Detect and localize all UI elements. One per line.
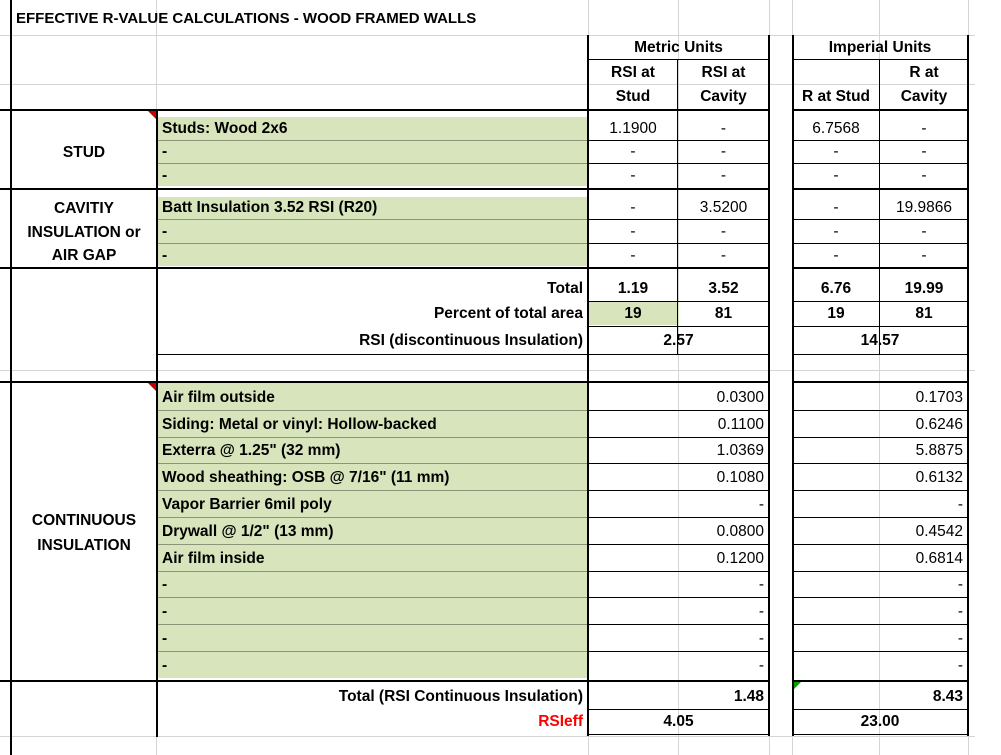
border (0, 109, 769, 111)
continuous-row-name[interactable]: Exterra @ 1.25" (32 mm) (162, 442, 341, 459)
rsieff-label: RSIeff (538, 713, 583, 730)
border (792, 109, 968, 111)
border (792, 354, 968, 355)
total-label: Total (547, 280, 583, 297)
cavity-rsi-stud[interactable]: - (630, 222, 636, 240)
continuous-row-name[interactable]: Drywall @ 1/2" (13 mm) (162, 522, 334, 540)
percent-cavity-imperial[interactable]: 81 (915, 305, 933, 322)
cavity-row-name[interactable]: - (162, 222, 168, 240)
stud-r-cavity[interactable]: - (921, 143, 927, 160)
continuous-row-metric[interactable]: 0.1200 (716, 549, 764, 567)
stud-section-label: STUD (62, 144, 106, 161)
stud-rsi-stud[interactable]: 1.1900 (609, 119, 657, 137)
continuous-row-imperial[interactable]: - (957, 495, 963, 513)
continuous-row-metric[interactable]: - (758, 656, 764, 674)
cavity-r-stud[interactable]: - (833, 199, 839, 216)
continuous-section-label: INSULATION (37, 537, 131, 554)
continuous-row-metric[interactable]: - (758, 629, 764, 647)
continuous-row-name[interactable]: - (162, 629, 168, 647)
cavity-section-label: CAVITIY (54, 199, 114, 217)
rsieff-metric[interactable]: 4.05 (663, 713, 694, 730)
continuous-row-imperial[interactable]: - (957, 656, 963, 674)
continuous-row-metric[interactable]: - (758, 495, 764, 513)
continuous-row-metric[interactable]: 0.1100 (717, 415, 764, 433)
percent-stud-imperial[interactable]: 19 (827, 305, 845, 322)
gridline (0, 370, 975, 371)
percent-stud-metric[interactable]: 19 (624, 305, 642, 322)
border (792, 734, 968, 735)
comment-marker-icon[interactable] (148, 111, 156, 119)
stud-row-name[interactable]: - (162, 143, 168, 160)
rsi-at-cavity-header: RSI at (701, 63, 746, 81)
cavity-row-name[interactable]: Batt Insulation 3.52 RSI (R20) (162, 199, 378, 216)
continuous-row-name[interactable]: Air film inside (162, 549, 265, 567)
r-at-cavity-header: Cavity (900, 88, 948, 105)
cavity-r-stud[interactable]: - (833, 246, 839, 264)
border (792, 381, 968, 383)
percent-cavity-metric[interactable]: 81 (714, 305, 733, 322)
continuous-row-name[interactable]: Siding: Metal or vinyl: Hollow-backed (162, 415, 437, 433)
stud-rsi-cavity[interactable]: - (720, 143, 727, 160)
cavity-row-name[interactable]: - (162, 246, 168, 264)
continuous-row-metric[interactable]: 0.0800 (716, 522, 764, 540)
stud-r-stud[interactable]: - (833, 143, 839, 160)
total-r-cavity[interactable]: 19.99 (904, 280, 944, 297)
cavity-rsi-cavity[interactable]: - (720, 246, 727, 264)
stud-r-cavity[interactable]: - (921, 167, 927, 184)
continuous-row-name[interactable]: - (162, 656, 168, 674)
border (0, 381, 769, 383)
cavity-r-cavity[interactable]: - (921, 246, 927, 264)
cavity-r-stud[interactable]: - (833, 222, 839, 240)
total-continuous-label: Total (RSI Continuous Insulation) (338, 687, 583, 705)
rsi-at-stud-header: Stud (615, 88, 651, 105)
continuous-row-imperial[interactable]: 0.1703 (915, 388, 963, 406)
stud-r-stud[interactable]: 6.7568 (812, 119, 860, 137)
percent-area-label: Percent of total area (433, 305, 583, 322)
cavity-r-cavity[interactable]: - (921, 222, 927, 240)
cavity-rsi-stud[interactable]: - (630, 199, 636, 216)
stud-rsi-stud[interactable]: - (630, 143, 636, 160)
total-r-stud[interactable]: 6.76 (820, 280, 852, 297)
border (0, 188, 769, 190)
stud-rsi-stud[interactable]: - (630, 167, 636, 184)
continuous-row-name[interactable]: Air film outside (162, 388, 275, 406)
comment-marker-icon[interactable] (148, 383, 156, 391)
cavity-rsi-cavity[interactable]: 3.5200 (699, 199, 748, 216)
r-at-stud-header: R at Stud (801, 88, 871, 105)
gridline (0, 736, 975, 737)
continuous-row-metric[interactable]: 1.0369 (716, 442, 764, 459)
stud-row-name[interactable]: Studs: Wood 2x6 (162, 119, 288, 137)
border (792, 188, 968, 190)
rsi-discontinuous-metric[interactable]: 2.57 (663, 331, 694, 349)
continuous-row-imperial[interactable]: 0.4542 (915, 522, 963, 540)
rsi-discontinuous-label: RSI (discontinuous Insulation) (359, 331, 583, 349)
continuous-row-name[interactable]: - (162, 602, 168, 620)
sheet-title: EFFECTIVE R-VALUE CALCULATIONS - WOOD FRAMED WALLS (16, 9, 477, 27)
border (10, 0, 12, 755)
border (156, 354, 769, 355)
continuous-row-name[interactable]: - (162, 576, 168, 593)
continuous-row-imperial[interactable]: - (957, 602, 963, 620)
continuous-row-imperial[interactable]: - (957, 629, 963, 647)
border (0, 267, 769, 269)
r-at-cavity-header: R at (909, 63, 939, 81)
continuous-row-metric[interactable]: 0.1080 (716, 468, 764, 486)
continuous-row-imperial[interactable]: 0.6814 (915, 549, 963, 567)
stud-r-cavity[interactable]: - (921, 119, 927, 137)
continuous-row-metric[interactable]: - (758, 576, 764, 593)
border (792, 680, 968, 682)
border (792, 267, 968, 269)
continuous-row-metric[interactable]: - (758, 602, 764, 620)
rsi-discontinuous-imperial[interactable]: 14.57 (860, 331, 900, 349)
continuous-row-imperial[interactable]: 5.8875 (915, 442, 963, 459)
total-continuous-imperial[interactable]: 8.43 (932, 687, 963, 705)
stud-r-stud[interactable]: - (833, 167, 839, 184)
stud-row-name[interactable]: - (162, 167, 168, 184)
total-rsi-stud[interactable]: 1.19 (617, 280, 649, 297)
border (588, 734, 769, 735)
cavity-rsi-stud[interactable]: - (630, 246, 636, 264)
imperial-units-header: Imperial Units (828, 38, 932, 56)
stud-rsi-cavity[interactable]: - (720, 167, 727, 184)
continuous-row-name[interactable]: Vapor Barrier 6mil poly (162, 495, 332, 513)
continuous-section-label: CONTINUOUS (31, 512, 137, 529)
continuous-row-imperial[interactable]: 0.6246 (915, 415, 963, 433)
continuous-row-metric[interactable]: 0.0300 (716, 388, 764, 406)
continuous-row-name[interactable]: Wood sheathing: OSB @ 7/16" (11 mm) (162, 468, 450, 486)
continuous-row-imperial[interactable]: 0.6132 (915, 468, 963, 486)
rsieff-imperial[interactable]: 23.00 (860, 713, 900, 730)
rsi-at-stud-header: RSI at (611, 63, 655, 81)
total-continuous-metric[interactable]: 1.48 (733, 687, 764, 705)
cavity-section-label: INSULATION or (27, 223, 141, 241)
stud-rsi-cavity[interactable]: - (720, 119, 727, 137)
cavity-section-label: AIR GAP (51, 246, 117, 264)
continuous-row-imperial[interactable]: - (957, 576, 963, 593)
cavity-rsi-cavity[interactable]: - (720, 222, 727, 240)
cavity-r-cavity[interactable]: 19.9866 (895, 199, 953, 216)
total-rsi-cavity[interactable]: 3.52 (708, 280, 739, 297)
border (0, 680, 769, 682)
rsi-at-cavity-header: Cavity (700, 88, 747, 105)
metric-units-header: Metric Units (634, 38, 723, 56)
